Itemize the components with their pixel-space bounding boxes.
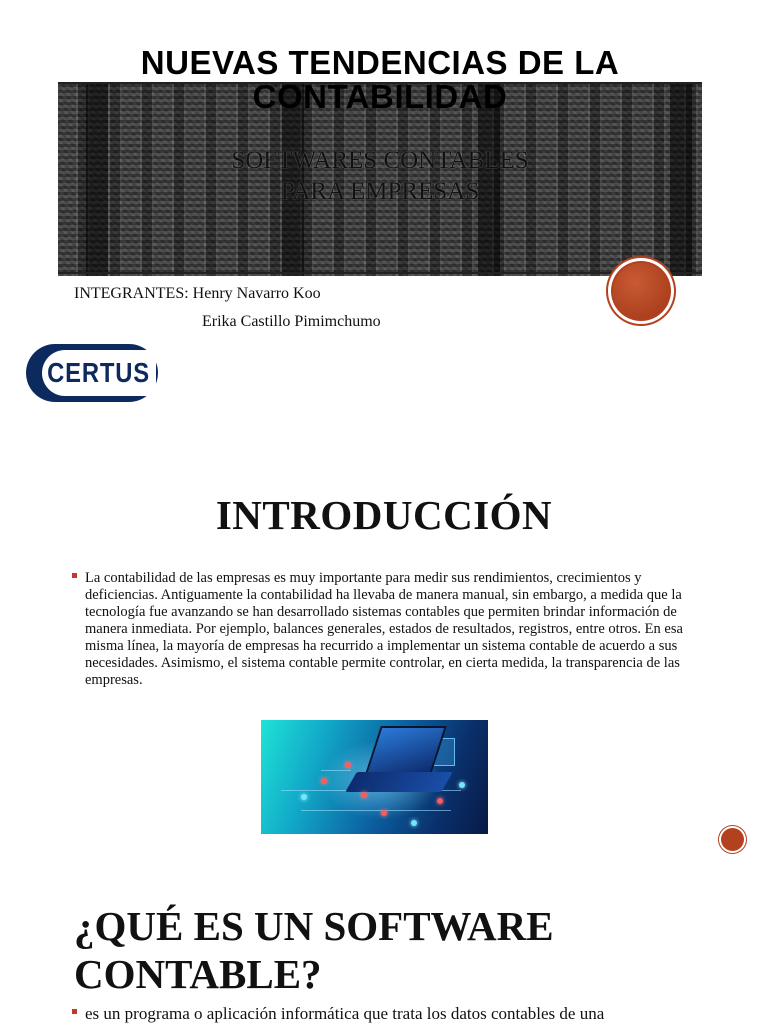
slide-title: INTRODUCCIÓN [215, 492, 553, 538]
slide-introduction [0, 430, 768, 860]
bullet-icon [72, 1009, 77, 1014]
slide-title [0, 0, 768, 430]
presentation-title: NUEVAS TENDENCIAS DE LA CONTABILIDAD [140, 44, 620, 115]
slide-title [74, 902, 734, 998]
title-line-2: CONTABLE? [74, 951, 322, 997]
certus-logo [26, 344, 158, 402]
laptop-network-illustration [261, 720, 488, 834]
paragraph-text: es un programa o aplicación informática que trata los datos contables de una [85, 1004, 605, 1023]
member-name: Erika Castillo Pimimchumo [202, 313, 381, 330]
bullet-paragraph [74, 1003, 714, 1025]
logo-text: CERTUS [47, 357, 151, 388]
members-label: INTEGRANTES: Henry Navarro Koo [74, 285, 321, 302]
banner-bottom-line [58, 272, 702, 274]
bullet-paragraph [74, 570, 694, 689]
bullet-icon [72, 573, 77, 578]
presentation-subtitle [58, 145, 702, 207]
subtitle-line-1: SOFTWARES CONTABLES [231, 147, 529, 174]
paragraph-text: La contabilidad de las empresas es muy importante para medir sus rendimientos, crecimientos y deficiencias. Antiguamente la contabilidad ha llevaba de manera manual, sin embargo, a medida que la tecnología fue avanzando se han desarrollado sistemas contables que permiten brindar información de manera inmediata. Por ejemplo, balances generales, estados de resultados, registros, entre otros. En esa misma línea, la mayoría de empresas ha recurrido a implementar un sistema contable de acuerdo a sus necesidades. Asimismo, el sistema contable permite controlar, en cierta medida, la transparencia de las empresas. [85, 570, 683, 688]
subtitle-line-2: PARA EMPRESAS [280, 178, 480, 205]
slide-definition [0, 860, 768, 1024]
members-list [74, 280, 381, 336]
decorative-circle-icon [608, 258, 674, 324]
decorative-circle-icon [719, 826, 746, 853]
title-line-1: ¿QUÉ ES UN SOFTWARE [74, 903, 554, 949]
